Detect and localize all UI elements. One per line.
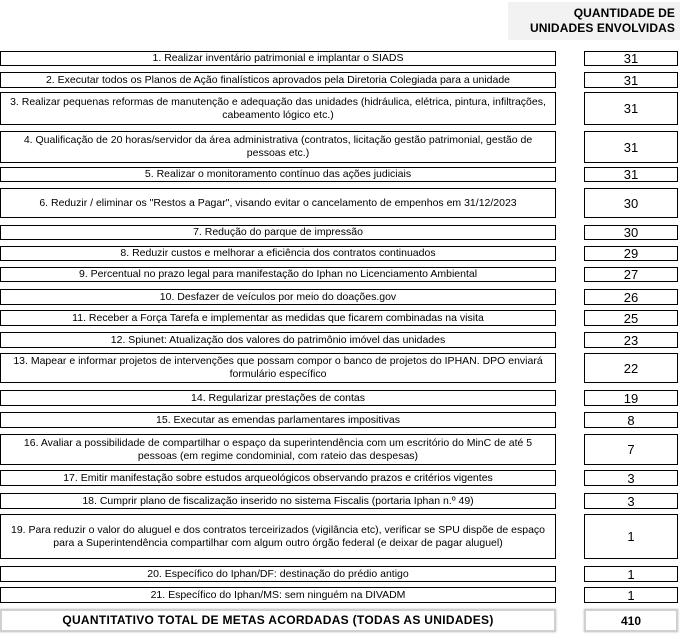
total-row	[0, 609, 680, 632]
table-row	[0, 493, 680, 509]
goal-description: 10. Desfazer de veículos por meio do doações.gov	[0, 289, 556, 305]
table-row	[0, 390, 680, 406]
goal-description: 5. Realizar o monitoramento contínuo das ações judiciais	[0, 167, 556, 182]
goal-description: 8. Reduzir custos e melhorar a eficiência dos contratos continuados	[0, 246, 556, 261]
table-row	[0, 246, 680, 261]
goal-description: 13. Mapear e informar projetos de intervenções que possam compor o banco de projetos do IPHAN. DPO enviará formulário específico	[0, 353, 556, 383]
table-row	[0, 131, 680, 163]
table-row	[0, 92, 680, 125]
units-count: 8	[584, 412, 678, 428]
units-count: 31	[584, 131, 678, 163]
table-row	[0, 72, 680, 88]
units-count: 29	[584, 246, 678, 261]
goal-description: 9. Percentual no prazo legal para manifestação do Iphan no Licenciamento Ambiental	[0, 267, 556, 282]
goal-description: 4. Qualificação de 20 horas/servidor da área administrativa (contratos, licitação gestão patrimonial, gestão de pessoas etc.)	[0, 131, 556, 163]
table-row	[0, 188, 680, 218]
column-header-line1: QUANTIDADE DE	[573, 6, 675, 20]
units-count: 25	[584, 310, 678, 326]
goal-description: 11. Receber a Força Tarefa e implementar as medidas que ficarem combinadas na visita	[0, 310, 556, 326]
goal-description: 15. Executar as emendas parlamentares impositivas	[0, 412, 556, 428]
goal-description: 12. Spiunet: Atualização dos valores do patrimônio imóvel das unidades	[0, 332, 556, 348]
column-header-line2: UNIDADES ENVOLVIDAS	[529, 21, 675, 35]
column-header	[508, 2, 680, 40]
units-count: 1	[584, 566, 678, 582]
units-count: 27	[584, 267, 678, 282]
units-count: 7	[584, 434, 678, 465]
table-row	[0, 412, 680, 428]
table-row	[0, 332, 680, 348]
total-label: QUANTITATIVO TOTAL DE METAS ACORDADAS (TODAS AS UNIDADES)	[0, 609, 556, 632]
units-count: 3	[584, 470, 678, 486]
units-count: 22	[584, 353, 678, 383]
table-row	[0, 167, 680, 182]
total-value: 410	[584, 609, 678, 632]
table-row	[0, 514, 680, 559]
table-row	[0, 434, 680, 465]
goal-description: 7. Redução do parque de impressão	[0, 225, 556, 240]
goal-description: 17. Emitir manifestação sobre estudos arqueológicos observando prazos e critérios vigentes	[0, 470, 556, 486]
goal-description: 19. Para reduzir o valor do aluguel e dos contratos terceirizados (vigilância etc), verificar se SPU dispõe de espaço para a Superintendência compartilhar com algum outro órgão federal (e deixar de pagar aluguel)	[0, 514, 556, 559]
goal-description: 3. Realizar pequenas reformas de manutenção e adequação das unidades (hidráulica, elétrica, pintura, infiltrações, cabeamento lógico etc.)	[0, 92, 556, 125]
units-count: 19	[584, 390, 678, 406]
units-count: 30	[584, 188, 678, 218]
table-row	[0, 267, 680, 282]
goal-description: 2. Executar todos os Planos de Ação finalísticos aprovados pela Diretoria Colegiada para a unidade	[0, 72, 556, 88]
units-count: 1	[584, 514, 678, 559]
table-row	[0, 566, 680, 582]
goal-description: 14. Regularizar prestações de contas	[0, 390, 556, 406]
table-row	[0, 225, 680, 240]
table-row	[0, 470, 680, 486]
goal-description: 6. Reduzir / eliminar os "Restos a Pagar", visando evitar o cancelamento de empenhos em 31/12/2023	[0, 188, 556, 218]
units-count: 30	[584, 225, 678, 240]
table-row	[0, 51, 680, 66]
units-count: 1	[584, 587, 678, 603]
goal-description: 16. Avaliar a possibilidade de compartilhar o espaço da superintendência com um escritório do MinC de até 5 pessoas (em regime condominial, com rateio das despesas)	[0, 434, 556, 465]
table-row	[0, 310, 680, 326]
units-count: 31	[584, 167, 678, 182]
table-row	[0, 587, 680, 603]
goal-description: 20. Específico do Iphan/DF: destinação do prédio antigo	[0, 566, 556, 582]
units-count: 23	[584, 332, 678, 348]
units-count: 31	[584, 92, 678, 125]
units-count: 31	[584, 51, 678, 66]
units-count: 31	[584, 72, 678, 88]
goal-description: 18. Cumprir plano de fiscalização inserido no sistema Fiscalis (portaria Iphan n.º 49)	[0, 493, 556, 509]
table-row	[0, 353, 680, 383]
units-count: 26	[584, 289, 678, 305]
goal-description: 21. Específico do Iphan/MS: sem ninguém na DIVADM	[0, 587, 556, 603]
units-count: 3	[584, 493, 678, 509]
goal-description: 1. Realizar inventário patrimonial e implantar o SIADS	[0, 51, 556, 66]
table-row	[0, 289, 680, 305]
